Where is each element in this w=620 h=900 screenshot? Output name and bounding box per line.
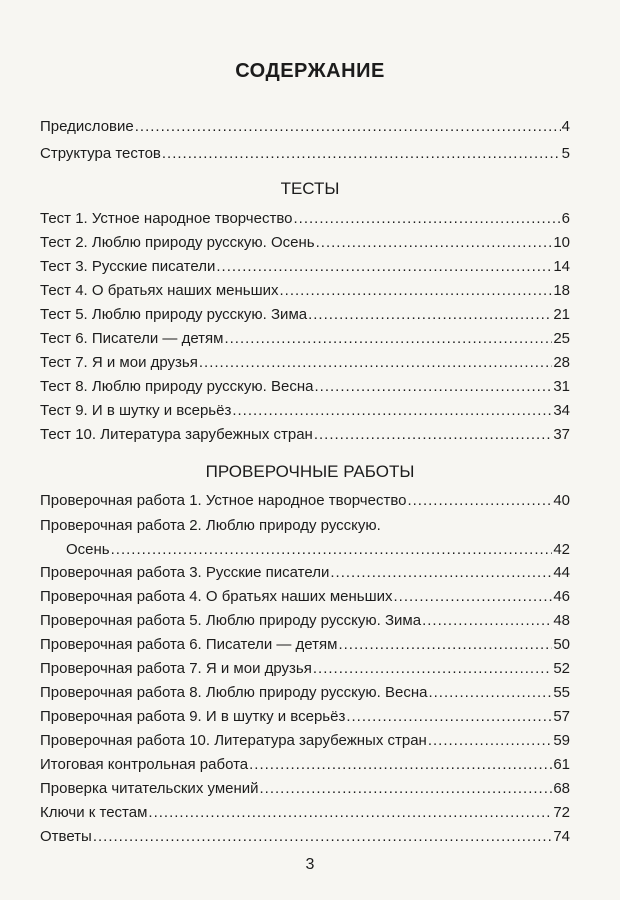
toc-entry-work-6 xyxy=(40,634,570,656)
toc-leader-dots xyxy=(407,490,552,512)
toc-entry-page: 50 xyxy=(553,636,570,653)
toc-entry-work-7 xyxy=(40,658,570,680)
section-heading-tests: ТЕСТЫ xyxy=(280,179,340,198)
toc-entry-label: Проверочная работа 7. Я и мои друзья xyxy=(40,660,312,677)
toc-entry-test-10 xyxy=(40,424,570,446)
toc-entry-test-7 xyxy=(40,352,570,374)
toc-entry-label: Проверочная работа 4. О братьях наших меньших xyxy=(40,588,393,605)
toc-entry-label: Проверочная работа 10. Литература зарубежных стран xyxy=(40,732,427,749)
toc-entry-page: 46 xyxy=(553,588,570,605)
toc-entry-label: Тест 6. Писатели — детям xyxy=(40,330,224,347)
toc-entry-page: 59 xyxy=(553,732,570,749)
toc-entry-label: Ключи к тестам xyxy=(40,804,148,821)
toc-leader-dots xyxy=(135,116,561,138)
toc-leader-dots xyxy=(428,730,552,752)
toc-entry-page: 55 xyxy=(553,684,570,701)
toc-leader-dots xyxy=(314,424,552,446)
toc-leader-dots xyxy=(162,143,561,165)
toc-leader-dots xyxy=(346,706,552,728)
toc-entry-page: 28 xyxy=(553,354,570,371)
toc-leader-dots xyxy=(394,586,553,608)
toc-entry-label: Проверка читательских умений xyxy=(40,780,259,797)
toc-leader-dots xyxy=(93,826,552,848)
toc-entry-work-9 xyxy=(40,706,570,728)
page-number: 3 xyxy=(305,856,315,873)
toc-leader-dots xyxy=(216,256,552,278)
toc-entry-label: Тест 2. Люблю природу русскую. Осень xyxy=(40,234,315,251)
toc-entry-work-3 xyxy=(40,562,570,584)
toc-entry-work-10 xyxy=(40,730,570,752)
toc-entry-page: 6 xyxy=(561,210,570,227)
toc-leader-dots xyxy=(249,754,552,776)
toc-leader-dots xyxy=(148,802,552,824)
toc-entry-page: 10 xyxy=(553,234,570,251)
toc-entry-label: Проверочная работа 5. Люблю природу русскую. Зима xyxy=(40,612,422,629)
toc-entry-page: 34 xyxy=(553,402,570,419)
toc-leader-dots xyxy=(111,539,553,561)
toc-entry-page: 42 xyxy=(553,541,570,558)
toc-leader-dots xyxy=(260,778,553,800)
page-title: СОДЕРЖАНИЕ xyxy=(235,60,385,82)
toc-entry-test-9 xyxy=(40,400,570,422)
toc-entry-label: Проверочная работа 6. Писатели — детям xyxy=(40,636,338,653)
toc-entry-page: 40 xyxy=(553,492,570,509)
toc-entry-label: Тест 7. Я и мои друзья xyxy=(40,354,198,371)
toc-entry-label: Предисловие xyxy=(40,118,134,135)
toc-entry-page: 21 xyxy=(553,306,570,323)
toc-entry-page: 61 xyxy=(553,756,570,773)
toc-entry-label: Тест 3. Русские писатели xyxy=(40,258,216,275)
toc-entry-page: 31 xyxy=(553,378,570,395)
toc-leader-dots xyxy=(338,634,552,656)
toc-entry-label: Тест 5. Люблю природу русскую. Зима xyxy=(40,306,308,323)
toc-leader-dots xyxy=(428,682,552,704)
toc-entry-label: Тест 9. И в шутку и всерьёз xyxy=(40,402,232,419)
toc-entry-work-5 xyxy=(40,610,570,632)
toc-entry-label: Тест 10. Литература зарубежных стран xyxy=(40,426,313,443)
toc-entry-page: 25 xyxy=(553,330,570,347)
toc-entry-test-3 xyxy=(40,256,570,278)
toc-leader-dots xyxy=(313,658,552,680)
toc-entry-page: 48 xyxy=(553,612,570,629)
toc-entry-work-1 xyxy=(40,490,570,512)
toc-entry-test-1 xyxy=(40,208,570,230)
section-heading-works: ПРОВЕРОЧНЫЕ РАБОТЫ xyxy=(205,462,415,481)
toc-leader-dots xyxy=(314,376,552,398)
toc-entry-test-4 xyxy=(40,280,570,302)
toc-leader-dots xyxy=(232,400,552,422)
toc-entry-work-4 xyxy=(40,586,570,608)
toc-entry-page: 18 xyxy=(553,282,570,299)
toc-entry-work-2-line-1: Проверочная работа 2. Люблю природу русскую. xyxy=(40,517,381,534)
toc-entry-label: Тест 8. Люблю природу русскую. Весна xyxy=(40,378,314,395)
toc-entry-page: 4 xyxy=(561,118,570,135)
toc-entry-page: 44 xyxy=(553,564,570,581)
toc-entry-reading-skills xyxy=(40,778,570,800)
toc-leader-dots xyxy=(422,610,552,632)
toc-entry-page: 37 xyxy=(553,426,570,443)
toc-entry-test-5 xyxy=(40,304,570,326)
toc-entry-label: Проверочная работа 8. Люблю природу русскую. Весна xyxy=(40,684,428,701)
toc-entry-preface xyxy=(40,116,570,138)
toc-entry-work-8 xyxy=(40,682,570,704)
toc-leader-dots xyxy=(224,328,552,350)
toc-entry-page: 5 xyxy=(561,145,570,162)
toc-entry-label: Ответы xyxy=(40,828,92,845)
toc-entry-test-8 xyxy=(40,376,570,398)
toc-entry-label: Итоговая контрольная работа xyxy=(40,756,249,773)
toc-leader-dots xyxy=(308,304,552,326)
toc-leader-dots xyxy=(199,352,552,374)
toc-leader-dots xyxy=(316,232,553,254)
toc-entry-structure xyxy=(40,143,570,165)
toc-entry-label: Проверочная работа 1. Устное народное творчество xyxy=(40,492,407,509)
toc-entry-page: 74 xyxy=(553,828,570,845)
toc-entry-label: Тест 4. О братьях наших меньших xyxy=(40,282,279,299)
toc-entry-page: 52 xyxy=(553,660,570,677)
toc-leader-dots xyxy=(330,562,552,584)
toc-entry-label: Тест 1. Устное народное творчество xyxy=(40,210,293,227)
toc-entry-test-2 xyxy=(40,232,570,254)
toc-entry-work-2-line-2 xyxy=(66,539,570,561)
toc-entry-test-6 xyxy=(40,328,570,350)
toc-entry-page: 68 xyxy=(553,780,570,797)
toc-leader-dots xyxy=(293,208,560,230)
toc-entry-test-keys xyxy=(40,802,570,824)
toc-entry-page: 14 xyxy=(553,258,570,275)
toc-entry-label: Осень xyxy=(66,541,110,558)
toc-entry-label: Проверочная работа 3. Русские писатели xyxy=(40,564,330,581)
toc-entry-label: Структура тестов xyxy=(40,145,161,162)
toc-entry-label: Проверочная работа 9. И в шутку и всерьёз xyxy=(40,708,346,725)
toc-entry-page: 57 xyxy=(553,708,570,725)
toc-entry-answers xyxy=(40,826,570,848)
toc-leader-dots xyxy=(280,280,553,302)
toc-entry-page: 72 xyxy=(553,804,570,821)
toc-entry-final-test xyxy=(40,754,570,776)
